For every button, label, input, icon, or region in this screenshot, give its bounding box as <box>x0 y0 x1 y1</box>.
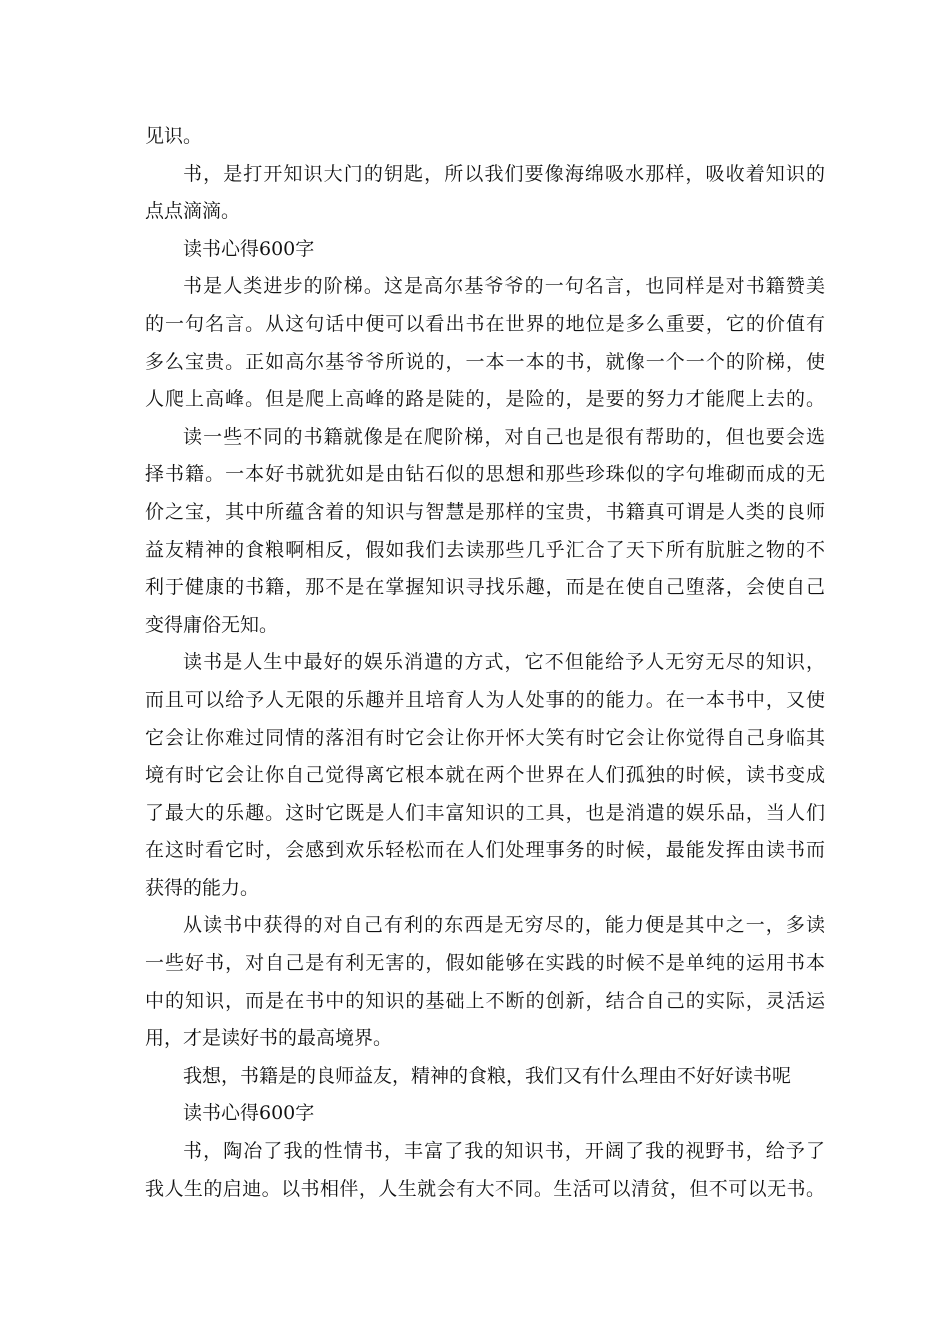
text-line: 的一句名言。从这句话中便可以看出书在世界的地位是多么重要，它的价值有 <box>145 312 825 335</box>
section-heading: 读书心得600字 <box>183 237 315 260</box>
text-line: 它会让你难过同情的落泪有时它会让你开怀大笑有时它会让你觉得自己身临其 <box>145 726 825 749</box>
text-line: 多么宝贵。正如高尔基爷爷所说的，一本一本的书，就像一个一个的阶梯，使 <box>145 350 825 373</box>
text-line: 见识。 <box>145 125 203 147</box>
text-line: 价之宝，其中所蕴含着的知识与智慧是那样的宝贵，书籍真可谓是人类的良师 <box>145 500 825 523</box>
text-line: 我想，书籍是的良师益友，精神的食粮，我们又有什么理由不好好读书呢 <box>183 1064 792 1087</box>
text-line: 用，才是读好书的最高境界。 <box>145 1027 393 1050</box>
section-heading: 读书心得600字 <box>183 1102 315 1125</box>
text-line: 读一些不同的书籍就像是在爬阶梯，对自己也是很有帮助的，但也要会选 <box>183 425 825 448</box>
text-line: 择书籍。一本好书就犹如是由钻石似的思想和那些珍珠似的字句堆砌而成的无 <box>145 463 825 486</box>
document-page <box>145 118 825 1208</box>
text-line: 读书是人生中最好的娱乐消遣的方式，它不但能给予人无穷无尽的知识， <box>183 651 825 674</box>
text-line: 从读书中获得的对自己有利的东西是无穷尽的，能力便是其中之一，多读 <box>183 914 825 937</box>
text-line: 变得庸俗无知。 <box>145 613 279 636</box>
text-line: 人爬上高峰。但是爬上高峰的路是陡的，是险的，是要的努力才能爬上去的。 <box>145 388 825 411</box>
text-line: 我人生的启迪。以书相伴，人生就会有大不同。生活可以清贫，但不可以无书。 <box>145 1177 825 1200</box>
text-line: 益友精神的食粮啊相反，假如我们去读那些几乎汇合了天下所有肮脏之物的不 <box>145 538 825 561</box>
text-line: 一些好书，对自己是有利无害的，假如能够在实践的时候不是单纯的运用书本 <box>145 952 825 975</box>
text-line: 中的知识，而是在书中的知识的基础上不断的创新，结合自己的实际，灵活运 <box>145 989 825 1012</box>
text-line: 利于健康的书籍，那不是在掌握知识寻找乐趣，而是在使自己堕落，会使自己 <box>145 576 825 599</box>
text-line: 在这时看它时，会感到欢乐轻松而在人们处理事务的时候，最能发挥由读书而 <box>145 839 825 862</box>
text-line: 书，陶冶了我的性情书，丰富了我的知识书，开阔了我的视野书，给予了 <box>183 1140 825 1163</box>
text-line: 书是人类进步的阶梯。这是高尔基爷爷的一句名言，也同样是对书籍赞美 <box>183 275 825 298</box>
text-line: 点点滴滴。 <box>145 200 241 223</box>
text-line: 获得的能力。 <box>145 876 260 899</box>
text-line: 境有时它会让你自己觉得离它根本就在两个世界在人们孤独的时候，读书变成 <box>145 764 825 787</box>
text-line: 书，是打开知识大门的钥匙，所以我们要像海绵吸水那样，吸收着知识的 <box>183 162 825 185</box>
text-line: 而且可以给予人无限的乐趣并且培育人为人处事的的能力。在一本书中，又使 <box>145 688 825 711</box>
text-line: 了最大的乐趣。这时它既是人们丰富知识的工具，也是消遣的娱乐品，当人们 <box>145 801 825 824</box>
